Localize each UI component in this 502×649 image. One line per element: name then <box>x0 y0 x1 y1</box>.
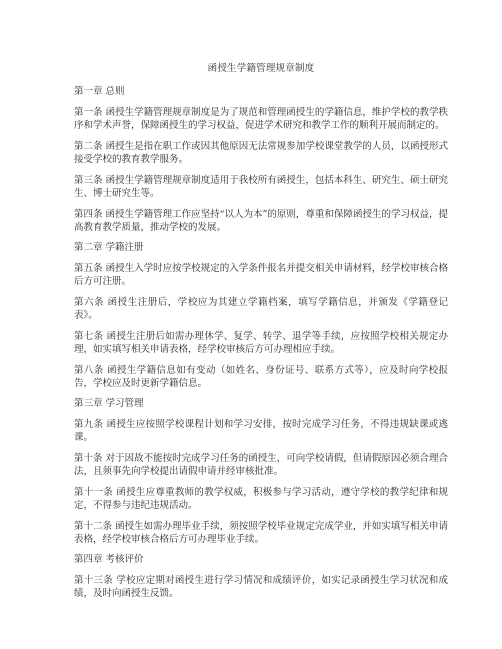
article-7: 第七条 函授生注册后如需办理休学、复学、转学、退学等手续，应按照学校相关规定办理，如实填写相关申请表格，经学校审核后方可办理相应手续。 <box>74 331 448 355</box>
article-10: 第十条 对于因故不能按时完成学习任务的函授生，可向学校请假，但请假原因必须合理合法，且须事先向学校提出请假申请并经审核批准。 <box>74 453 448 477</box>
article-5: 第五条 函授生入学时应按学校规定的入学条件报名并提交相关申请材料，经学校审核合格后方可注册。 <box>74 263 448 287</box>
chapter-heading-1: 第一章 总则 <box>74 86 125 97</box>
article-9: 第九条 函授生应按照学校课程计划和学习安排，按时完成学习任务，不得违规缺课或逃课。 <box>74 419 448 443</box>
chapter-heading-3: 第三章 学习管理 <box>74 398 144 409</box>
chapter-heading-2: 第二章 学籍注册 <box>74 242 144 253</box>
article-13: 第十三条 学校应定期对函授生进行学习情况和成绩评价，如实记录函授生学习状况和成绩，及时向函授生反馈。 <box>74 575 448 599</box>
article-3: 第三条 函授生学籍管理规章制度适用于我校所有函授生，包括本科生、研究生、硕士研究生、博士研究生等。 <box>74 175 448 199</box>
article-6: 第六条 函授生注册后，学校应为其建立学籍档案，填写学籍信息，并颁发《学籍登记表》。 <box>74 297 448 321</box>
article-12: 第十二条 函授生如需办理毕业手续，须按照学校毕业规定完成学业，并如实填写相关申请表格，经学校审核合格后方可办理毕业手续。 <box>74 521 448 545</box>
article-1: 第一条 函授生学籍管理规章制度是为了规范和管理函授生的学籍信息，维护学校的教学秩序和学术声誉，保障函授生的学习权益，促进学术研究和教学工作的顺利开展而制定的。 <box>74 107 448 131</box>
article-11: 第十一条 函授生应尊重教师的教学权威，积极参与学习活动，遵守学校的教学纪律和规定，不得参与违纪违规活动。 <box>74 487 448 511</box>
document-title: 函授生学籍管理规章制度 <box>207 63 315 74</box>
article-8: 第八条 函授生学籍信息如有变动（如姓名、身份证号、联系方式等），应及时向学校报告，学校应及时更新学籍信息。 <box>74 365 448 389</box>
chapter-heading-4: 第四章 考核评价 <box>74 554 144 565</box>
article-2: 第二条 函授生是指在职工作或因其他原因无法常规参加学校课堂教学的人员，以函授形式接受学校的教育教学服务。 <box>74 141 448 165</box>
article-4: 第四条 函授生学籍管理工作应坚持“以人为本”的原则，尊重和保障函授生的学习权益，提高教育教学质量，推动学校的发展。 <box>74 209 448 233</box>
